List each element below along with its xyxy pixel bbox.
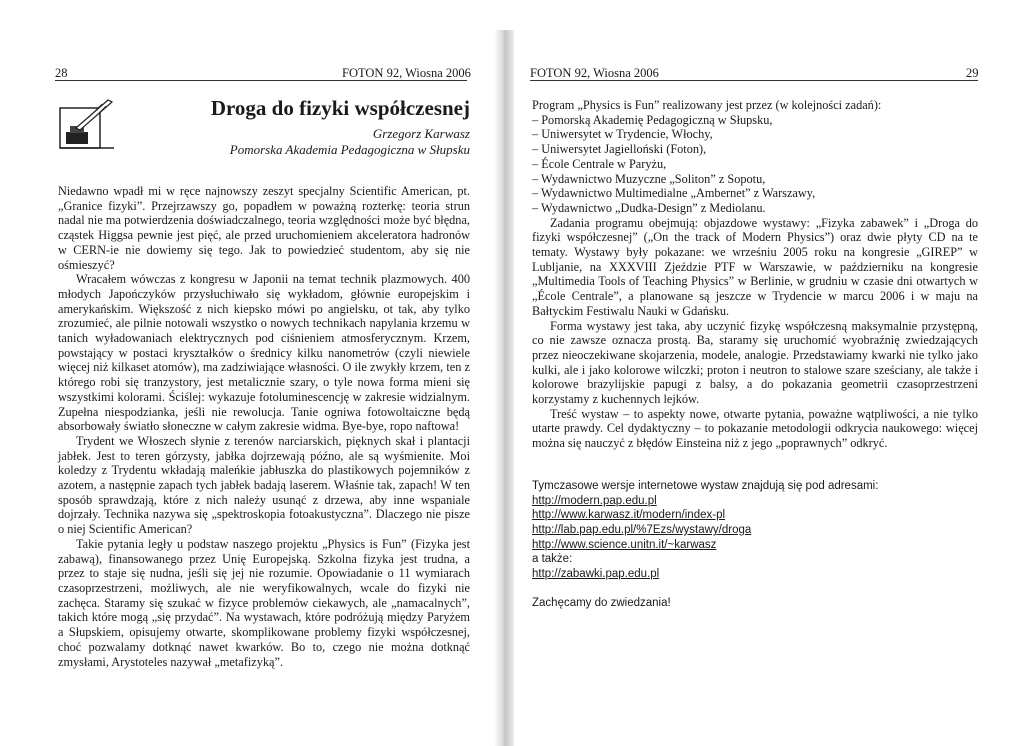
- spacer: [532, 465, 978, 479]
- header-rule: [530, 80, 978, 81]
- exhibition-link[interactable]: http://lab.pap.edu.pl/%7Ezs/wystawy/droga: [532, 523, 752, 536]
- spacer: [532, 582, 978, 596]
- partner-item: – Uniwersytet w Trydencie, Włochy,: [532, 127, 713, 142]
- partner-list: [532, 113, 978, 216]
- right-body: [532, 98, 978, 611]
- page-number: 29: [966, 66, 979, 80]
- paragraph: Zadania programu obejmują: objazdowe wystawy: „Fizyka zabawek” i „Droga do fizyki współczesnej” („On the track of Modern Physics”) oraz dwie płyty CD na te tematy. Wystawy były pokazane: we wrześniu 2005 roku na kongresie „GIREP” w Lubljanie, na XXXVIII Zjeździe PTF w Warszawie, w październiku na kongresie „Multimedia Tools of Teaching Physics” w Berlinie, w grudniu w czasie dni otwartych w „École Centrale”, a planowane są jeszcze w Trydencie w marcu 2006 i w maju na Bałtyckim Festiwalu Nauki w Gdańsku.: [532, 215, 978, 318]
- running-head: FOTON 92, Wiosna 2006: [342, 66, 471, 80]
- paragraph: Niedawno wpadł mi w ręce najnowszy zeszyt specjalny Scientific American, pt. „Granice fizyki”. Przejrzawszy go, popadłem w poważną rozterkę: teoria strun nadal nie ma potwierdzenia doświadczalnego, teoria względności może być błędna, cząstek Higgsa pewnie jest pięć, ale przed uruchomieniem akceleratora hadronów w CERN-ie nie dowiemy się tego. Jak to powiedzieć studentom, aby się nie ośmieszyć?: [58, 184, 470, 272]
- program-intro: Program „Physics is Fun” realizowany jest przez (w kolejności zadań):: [532, 98, 882, 112]
- exhibition-link[interactable]: http://modern.pap.edu.pl: [532, 494, 657, 507]
- left-page: [0, 0, 494, 746]
- author-affiliation: Pomorska Akademia Pedagogiczna w Słupsku: [229, 142, 470, 157]
- paragraph: Takie pytania legły u podstaw naszego projektu „Physics is Fun” (Fizyka jest zabawą), finansowanego przez Unię Europejską. Szkolna fizyka jest trudna, a przez to staje się nudna, jeśli się jej nie rozumie. Opowiadanie o 11 wymiarach czasoprzestrzeni, możliwych, ale nie weryfikowalnych, wcale do fizyki nie zachęca. Staramy się szukać w fizyce problemów ciekawych, ale „namacalnych”, takich które mogą „się przydać”. Na wystawach, które podróżują między Paryżem a Słupskiem, opisujemy otwarte, skomplikowane problemy fizyki współczesnej, choć pozwalamy dotknąć nawet kwarków. Bo to, czego nie można dotknąć zmysłami, Arystoteles nazywał „metafizyką”.: [58, 536, 470, 669]
- header-rule: [55, 80, 467, 81]
- paragraph: Wracałem wówczas z kongresu w Japonii na temat technik plazmowych. 400 młodych Japończyków przysłuchiwało się wykładom, głównie europejskim i amerykańskim. Większość z nich kiepsko mówi po angielsku, ot tak, aby tylko zrozumieć, ale pilnie notowali wszystko o nowych technikach napylania krzemu w tanich wyładowaniach elektrycznych pod ciśnieniem atmosferycznym. Krzem, powstający w postaci kryształków o średnicy kilku nanometrów (czyli niewiele więcej niż kilkaset atomów), ma zadziwiające własności. O ile zwykły krzem, ten z którego robi się tranzystory, jest metalicznie szary, o tyle nowa forma mieni się wszystkimi kolorami. Ściślej: wykazuje fotoluminescencję w zakresie widzialnym. Zupełna niespodzianka, jeśli nie rewolucja. Tanie ogniwa fotowoltaiczne będą absorbowały światło słoneczne w całym zakresie widma. Bye-bye, ropo naftowa!: [58, 272, 470, 434]
- closing-line: Zachęcamy do zwiedzania!: [532, 596, 671, 609]
- also-label: a także:: [532, 553, 573, 566]
- spacer: [532, 451, 978, 465]
- page-number: 28: [55, 66, 68, 80]
- paragraph: Treść wystaw – to aspekty nowe, otwarte pytania, poważne wątpliwości, a nie tylko utarte prawdy. Cel dydaktyczny – to pokazanie metodologii odkrycia naukowego: więcej można się nauczyć z błędów Einsteina niż z jego „poprawnych” odkryć.: [532, 406, 978, 451]
- article-body: [58, 184, 470, 669]
- article-title: Droga do fizyki współczesnej: [210, 96, 470, 120]
- partner-item: – Wydawnictwo Multimedialne „Ambernet” z Warszawy,: [532, 186, 816, 201]
- article-author: Grzegorz Karwasz: [372, 126, 470, 141]
- partner-item: – École Centrale w Paryżu,: [532, 156, 667, 171]
- paragraph: Trydent we Włoszech słynie z terenów narciarskich, pięknych skał i plantacji jabłek. Jest to teren górzysty, jabłka dojrzewają późno, ale są wyśmienite. Moi koledzy z Trydentu wkładają maleńkie jabłuszka do plastikowych pojemników z azotem, a następnie zapach tych jabłek badają laserem. Właśnie tak, zapach! W ten sposób sprawdzają, które z nich należy usunąć z drzewa, aby inne wspaniale dojrzały. Technika nazywa się „spektroskopia fotoakustyczna”. Dlaczego nie pisze o niej Scientific American?: [58, 433, 470, 537]
- partner-item: – Wydawnictwo „Dudka-Design” z Mediolanu.: [532, 200, 766, 215]
- running-head: FOTON 92, Wiosna 2006: [530, 66, 659, 80]
- partner-item: – Pomorską Akademię Pedagogiczną w Słupsku,: [532, 112, 773, 127]
- partner-item: – Wydawnictwo Muzyczne „Soliton” z Sopotu,: [532, 171, 766, 186]
- links-block: [532, 479, 978, 611]
- exhibition-link[interactable]: http://www.karwasz.it/modern/index-pl: [532, 509, 726, 522]
- links-intro: Tymczasowe wersje internetowe wystaw znajdują się pod adresami:: [532, 479, 879, 492]
- toys-link[interactable]: http://zabawki.pap.edu.pl: [532, 568, 660, 581]
- book-gutter: [494, 30, 514, 746]
- paragraph: Forma wystawy jest taka, aby uczynić fizykę współczesną maksymalnie przystępną, co nie zawsze oznacza prostą. Ba, staramy się uruchomić wyobraźnię zwiedzających przez nieoczekiwane skojarzenia, modele, analogie. Przedstawiamy kwarki nie tylko jako kulki, ale i jako kolorowe wilczki; proton i neutron to stalowe szare sześciany, ale także i kolorowe brazylijskie papugi z balsy, a do pokazania geometrii czasoprzestrzeni korzystamy z kuchennych lejków.: [532, 318, 978, 407]
- right-page: [514, 0, 1024, 746]
- exhibition-link[interactable]: http://www.science.unitn.it/~karwasz: [532, 538, 717, 551]
- quill-inkwell-icon: [58, 98, 116, 150]
- partner-item: – Uniwersytet Jagielloński (Foton),: [532, 142, 707, 157]
